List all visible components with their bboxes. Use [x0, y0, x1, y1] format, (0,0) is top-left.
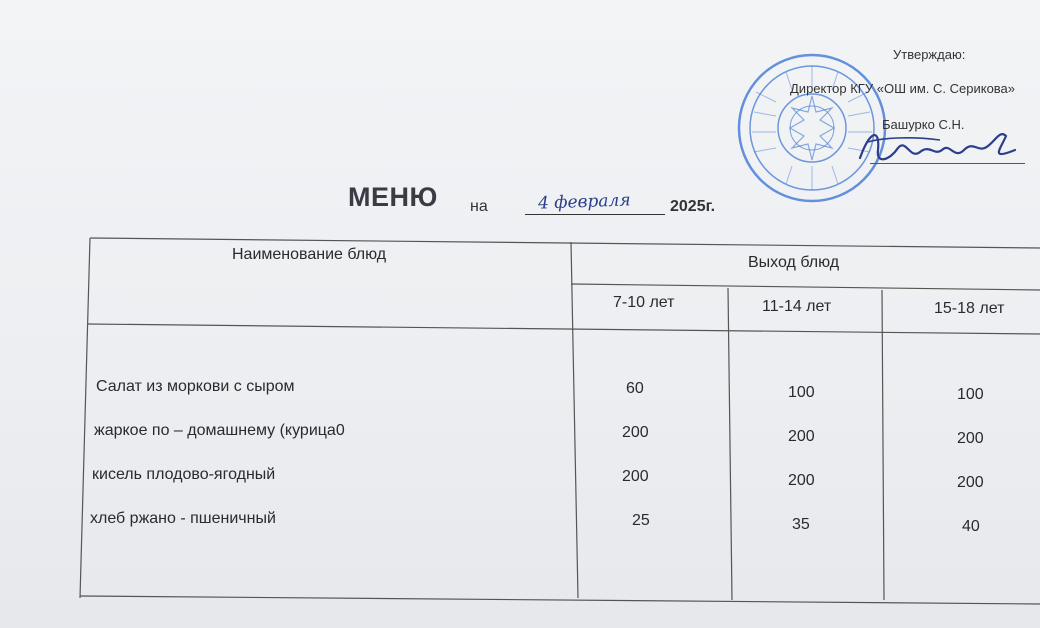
portion-value: 200 [957, 430, 984, 447]
portion-value: 200 [788, 472, 815, 489]
header-age-group: 7-10 лет [613, 294, 675, 311]
portion-value: 40 [962, 518, 980, 535]
portion-value: 60 [626, 380, 644, 397]
approval-name: Башурко С.Н. [882, 117, 965, 132]
header-output: Выход блюд [748, 254, 840, 271]
dish-name: кисель плодово-ягодный [92, 466, 276, 483]
portion-value: 35 [792, 516, 810, 533]
portion-value: 200 [957, 474, 984, 491]
header-age-group: 15-18 лет [934, 300, 1005, 317]
dish-name: Салат из моркови с сыром [96, 378, 295, 395]
portion-value: 200 [622, 424, 649, 441]
approval-label: Утверждаю: [893, 47, 966, 62]
portion-value: 100 [957, 386, 984, 403]
dish-name: жаркое по – домашнему (курица0 [94, 422, 345, 439]
page-title: МЕНЮ [348, 182, 438, 212]
header-age-group: 11-14 лет [762, 298, 832, 315]
handwritten-date: 4 февраля [537, 190, 631, 214]
signature-line [870, 163, 1025, 164]
approval-director: Директор КГУ «ОШ им. С. Серикова» [790, 81, 1016, 96]
portion-value: 200 [622, 468, 649, 485]
portion-value: 100 [788, 384, 815, 401]
header-dish-name: Наименование блюд [232, 246, 387, 263]
date-prefix: на [470, 198, 488, 215]
portion-value: 200 [788, 428, 815, 445]
handwritten-signature [850, 120, 1025, 175]
date-underline [525, 214, 665, 215]
dish-name: хлеб ржано - пшеничный [90, 510, 276, 527]
year-label: 2025г. [670, 198, 716, 215]
portion-value: 25 [632, 512, 650, 529]
